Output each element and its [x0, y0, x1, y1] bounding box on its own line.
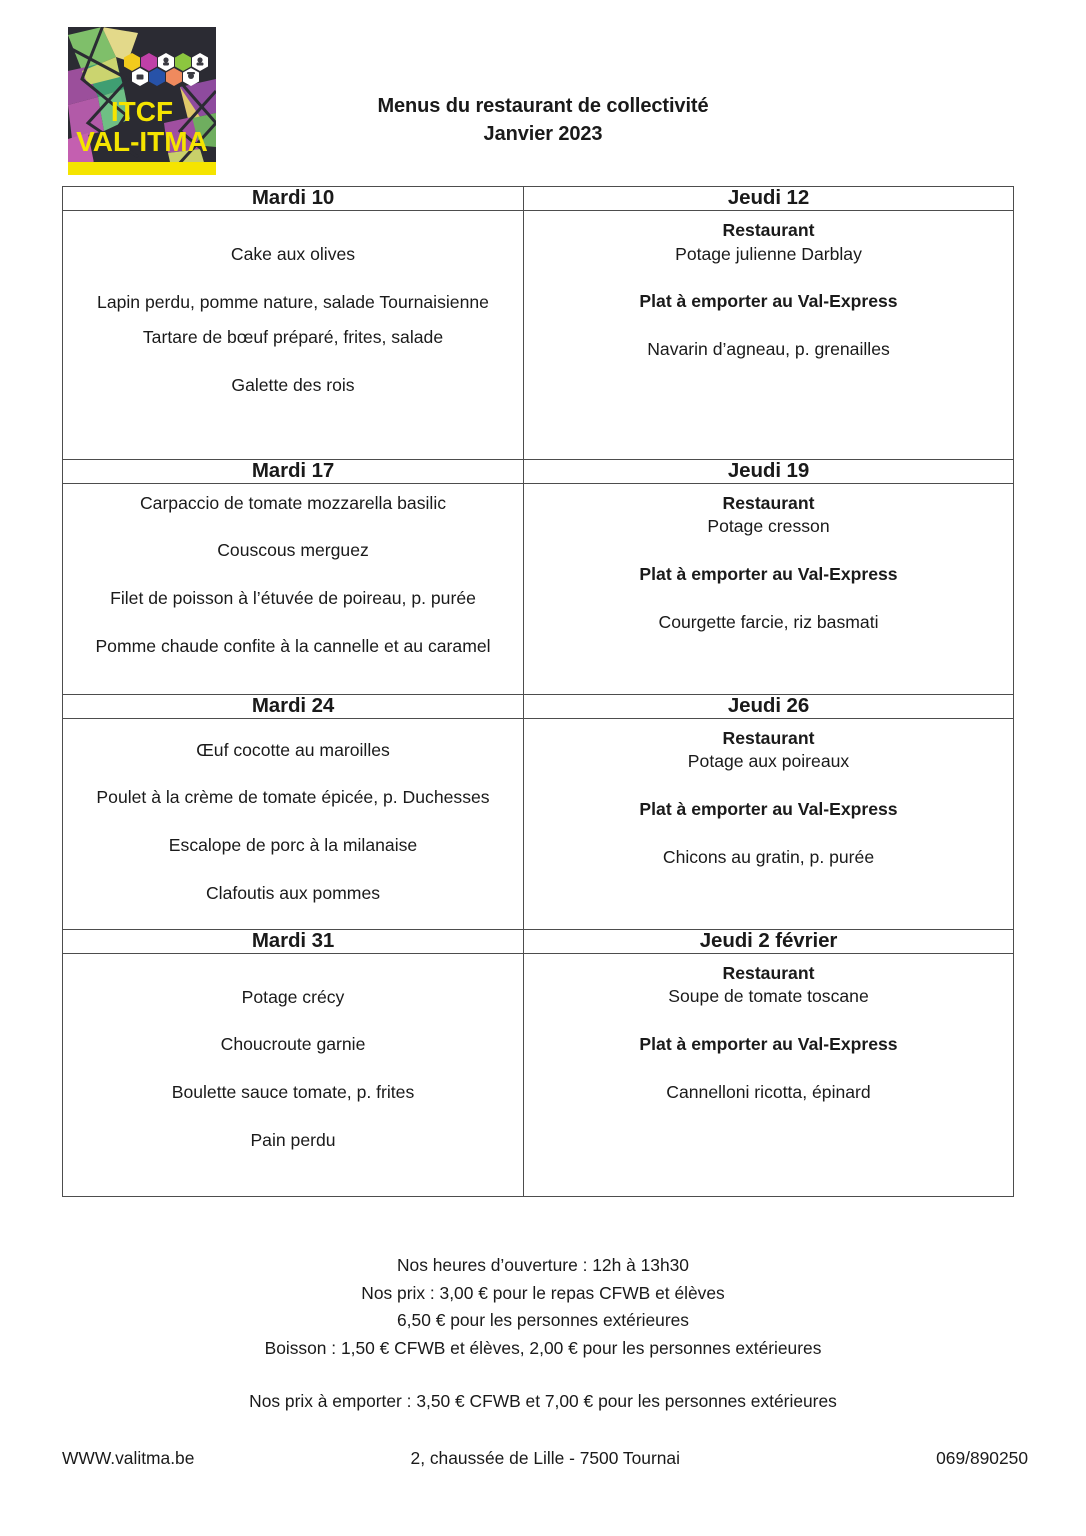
day-header-jeudi-19: Jeudi 19 [524, 459, 1014, 483]
menu-item: Galette des rois [231, 374, 355, 395]
table-row-menu [63, 210, 1014, 459]
day-header-mardi-17: Mardi 17 [63, 459, 524, 483]
table-row-header [63, 929, 1014, 953]
menu-item: Pain perdu [250, 1129, 336, 1150]
menu-item: Filet de poisson à l’étuvée de poireau, p. purée [110, 588, 476, 609]
notes-spacer [0, 1362, 1086, 1388]
note-price-external: 6,50 € pour les personnes extérieures [397, 1310, 689, 1330]
note-price-takeaway: Nos prix à emporter : 3,50 € CFWB et 7,00 € pour les personnes extérieures [249, 1391, 837, 1411]
day-header-jeudi-26: Jeudi 26 [524, 694, 1014, 718]
day-header-mardi-31: Mardi 31 [63, 929, 524, 953]
contact-bar [62, 1448, 1028, 1469]
section-label-takeaway: Plat à emporter au Val-Express [639, 1033, 898, 1054]
section-label-restaurant: Restaurant [722, 219, 815, 240]
page-header [0, 0, 1086, 180]
menu-item: Choucroute garnie [220, 1034, 366, 1055]
contact-address: 2, chaussée de Lille - 7500 Tournai [410, 1448, 680, 1468]
contact-website[interactable]: WWW.valitma.be [62, 1448, 195, 1468]
section-label-takeaway: Plat à emporter au Val-Express [639, 291, 898, 312]
menu-item: Potage aux poireaux [687, 751, 850, 772]
menu-cell-mardi-24 [63, 718, 524, 929]
footer-notes [0, 1252, 1086, 1416]
menu-cell-mardi-31 [63, 953, 524, 1196]
menu-item: Potage cresson [707, 516, 830, 537]
menu-item: Escalope de porc à la milanaise [168, 834, 418, 855]
title-line-1: Menus du restaurant de collectivité [377, 95, 709, 117]
menu-cell-jeudi-19 [524, 483, 1014, 694]
day-header-mardi-24: Mardi 24 [63, 694, 524, 718]
table-row-menu [63, 718, 1014, 929]
menu-item: Boulette sauce tomate, p. frites [171, 1081, 415, 1102]
table-row-menu [63, 953, 1014, 1196]
menu-cell-jeudi-26 [524, 718, 1014, 929]
menu-item: Tartare de bœuf préparé, frites, salade [142, 327, 444, 348]
section-label-restaurant: Restaurant [722, 492, 815, 513]
section-label-takeaway: Plat à emporter au Val-Express [639, 564, 898, 585]
menu-item: Poulet à la crème de tomate épicée, p. Duchesses [96, 787, 490, 808]
section-label-restaurant: Restaurant [722, 962, 815, 983]
table-row-header [63, 187, 1014, 211]
day-header-jeudi-12: Jeudi 12 [524, 187, 1014, 211]
menu-item: Clafoutis aux pommes [205, 882, 381, 903]
menu-table-body [63, 187, 1014, 1197]
menu-item: Œuf cocotte au maroilles [196, 739, 390, 760]
menu-item: Soupe de tomate toscane [668, 986, 869, 1007]
menu-item: Carpaccio de tomate mozzarella basilic [139, 492, 447, 513]
menu-item: Navarin d’agneau, p. grenailles [647, 338, 890, 359]
menu-item: Cannelloni ricotta, épinard [666, 1081, 871, 1102]
page-title [0, 92, 1086, 149]
menu-cell-jeudi-2-fevrier [524, 953, 1014, 1196]
day-header-jeudi-2-fevrier: Jeudi 2 février [524, 929, 1014, 953]
logo-line2: VAL-ITMA [76, 126, 208, 157]
table-row-header [63, 694, 1014, 718]
note-opening-hours: Nos heures d’ouverture : 12h à 13h30 [397, 1255, 689, 1275]
title-line-2: Janvier 2023 [483, 123, 603, 146]
menu-item: Lapin perdu, pomme nature, salade Tournaisienne [97, 291, 489, 312]
section-label-restaurant: Restaurant [722, 727, 815, 748]
note-price-drink: Boisson : 1,50 € CFWB et élèves, 2,00 € pour les personnes extérieures [264, 1337, 822, 1358]
menu-cell-mardi-10 [63, 210, 524, 459]
menu-item: Cake aux olives [230, 243, 356, 264]
menu-table [62, 186, 1014, 1197]
menu-item: Chicons au gratin, p. purée [662, 846, 875, 867]
logo-line1: ITCF [110, 96, 174, 127]
contact-phone[interactable]: 069/890250 [936, 1448, 1028, 1468]
table-row-header [63, 459, 1014, 483]
day-header-mardi-10: Mardi 10 [63, 187, 524, 211]
menu-item: Courgette farcie, riz basmati [658, 611, 879, 632]
menu-cell-jeudi-12 [524, 210, 1014, 459]
section-label-takeaway: Plat à emporter au Val-Express [639, 798, 898, 819]
note-price-meal: Nos prix : 3,00 € pour le repas CFWB et élèves [361, 1282, 725, 1303]
menu-item: Potage crécy [241, 986, 345, 1007]
menu-cell-mardi-17 [63, 483, 524, 694]
menu-item: Couscous merguez [217, 540, 369, 561]
table-row-menu [63, 483, 1014, 694]
menu-item: Potage julienne Darblay [675, 243, 862, 264]
menu-item: Pomme chaude confite à la cannelle et au caramel [95, 635, 491, 656]
